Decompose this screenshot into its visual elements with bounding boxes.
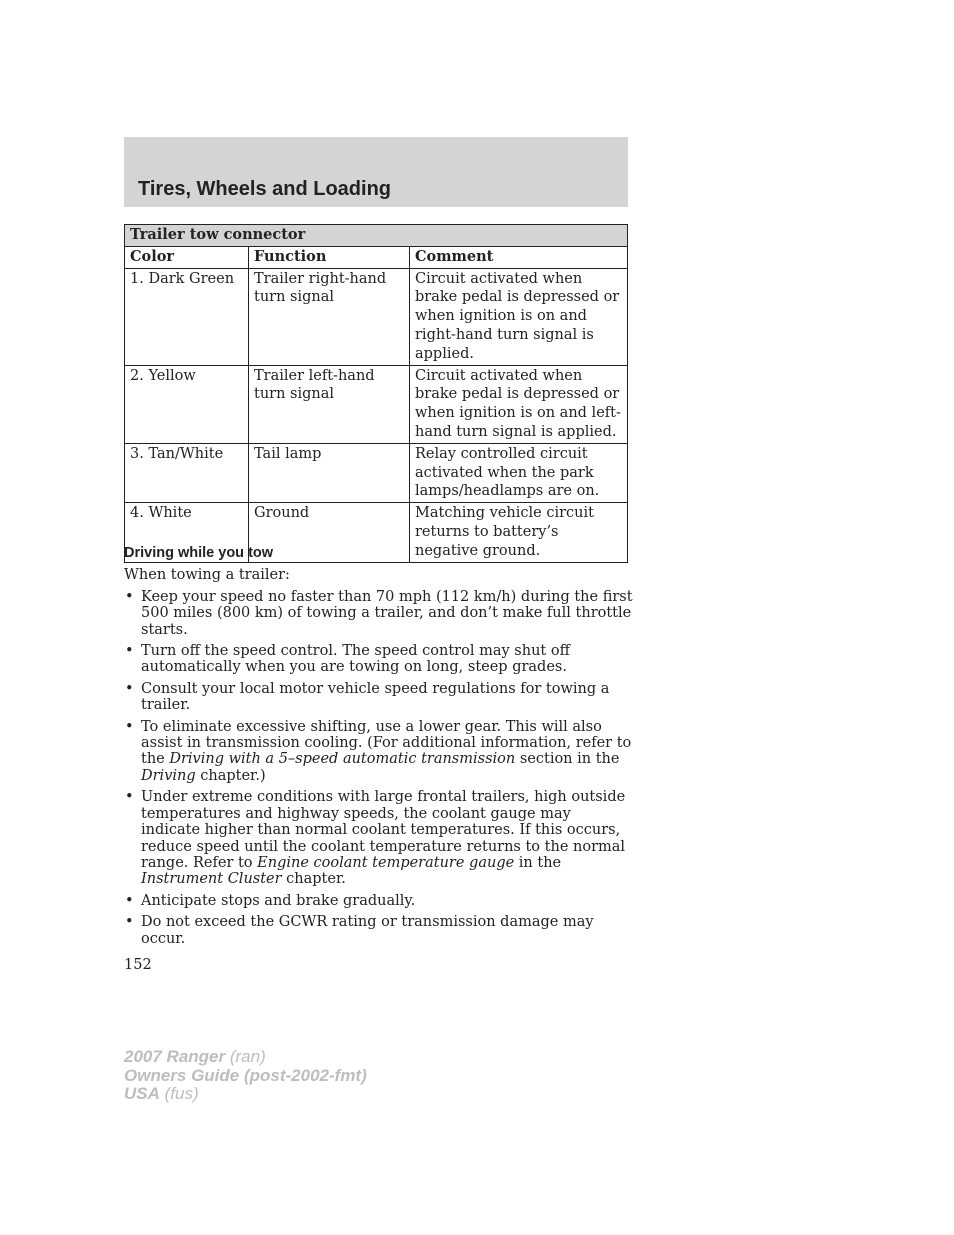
list-item [124,893,634,909]
bullet-text [141,719,631,784]
column-header-color: Color [125,246,249,268]
bullet-text [141,789,625,887]
bullet-icon: • [125,718,134,735]
cell-comment: Matching vehicle circuit returns to battery’s negative ground. [410,503,628,562]
trailer-connector-table [124,224,628,563]
table-row [125,268,628,365]
page-number: 152 [124,956,152,973]
reference-section-name: Driving with a 5–speed automatic transmission [169,751,516,768]
bullet-text: Do not exceed the GCWR rating or transmission damage may occur. [141,914,594,947]
table-row [125,365,628,443]
cell-function: Ground [249,503,410,562]
bullet-text-part: To eliminate excessive shifting, use a lower gear. This will also assist in transmission cooling. (For additional information, refer to the [141,718,632,768]
section-heading: Driving while you tow [124,545,274,561]
list-item [124,914,634,947]
bullet-text-part: section in the [515,751,620,768]
bullet-icon: • [125,892,134,909]
cell-function: Tail lamp [249,443,410,502]
list-item [124,681,634,714]
table-row [125,443,628,502]
footer-line-guide [124,1067,367,1086]
cell-comment: Circuit activated when brake pedal is depressed or when ignition is on and left-hand turn signal is applied. [410,365,628,443]
column-header-function: Function [249,246,410,268]
document-footer [124,1048,367,1104]
bullet-icon: • [125,588,134,605]
cell-function: Trailer right-hand turn signal [249,268,410,365]
page-title: Tires, Wheels and Loading [138,178,392,200]
bullet-text-part: chapter. [281,871,346,888]
bullet-text: Consult your local motor vehicle speed regulations for towing a trailer. [141,680,610,714]
list-item [124,643,634,676]
footer-model: 2007 Ranger [124,1047,226,1066]
towing-section [124,545,634,973]
bullet-text: Turn off the speed control. The speed control may shut off automatically when you are towing on long, steep grades. [141,643,570,676]
footer-line-model [124,1048,367,1067]
column-header-comment: Comment [410,246,628,268]
list-item [124,719,634,785]
bullet-text-part: Under extreme conditions with large frontal trailers, high outside temperatures and highway speeds, the coolant gauge may indicate higher than normal coolant temperatures. If this occurs, reduce speed until the coolant temperature returns to the normal range. Refer to [141,789,626,871]
reference-section-name: Engine coolant temperature gauge [257,854,515,871]
section-intro: When towing a trailer: [124,567,290,584]
footer-market-code: (fus) [159,1084,199,1103]
bullet-icon: • [125,914,134,931]
footer-guide: Owners Guide (post-2002-fmt) [124,1065,367,1085]
footer-market: USA [124,1084,160,1103]
cell-comment: Relay controlled circuit activated when the park lamps/headlamps are on. [410,443,628,502]
table-caption-row [125,225,628,247]
footer-model-code: (ran) [225,1047,266,1066]
cell-color: 4. White [125,503,249,562]
cell-comment: Circuit activated when brake pedal is depressed or when ignition is on and right-hand turn signal is applied. [410,268,628,365]
towing-tips-list [124,589,634,947]
cell-color: 1. Dark Green [125,268,249,365]
reference-chapter-name: Driving [141,767,196,784]
list-item [124,789,634,887]
footer-line-market [124,1085,367,1104]
list-item [124,589,634,638]
bullet-icon: • [125,680,134,697]
reference-chapter-name: Instrument Cluster [141,871,282,888]
table-header-row [125,246,628,268]
bullet-text: Keep your speed no faster than 70 mph (112 km/h) during the first 500 miles (800 km) of towing a trailer, and don’t make full throttle starts. [141,588,633,638]
cell-color: 2. Yellow [125,365,249,443]
cell-color: 3. Tan/White [125,443,249,502]
section-header-band [124,137,628,207]
bullet-text-part: in the [514,854,562,871]
cell-function: Trailer left-hand turn signal [249,365,410,443]
bullet-icon: • [125,643,134,660]
table-caption: Trailer tow connector [125,225,628,247]
bullet-icon: • [125,789,134,806]
bullet-text: Anticipate stops and brake gradually. [141,892,416,909]
bullet-text-part: chapter.) [195,767,266,784]
